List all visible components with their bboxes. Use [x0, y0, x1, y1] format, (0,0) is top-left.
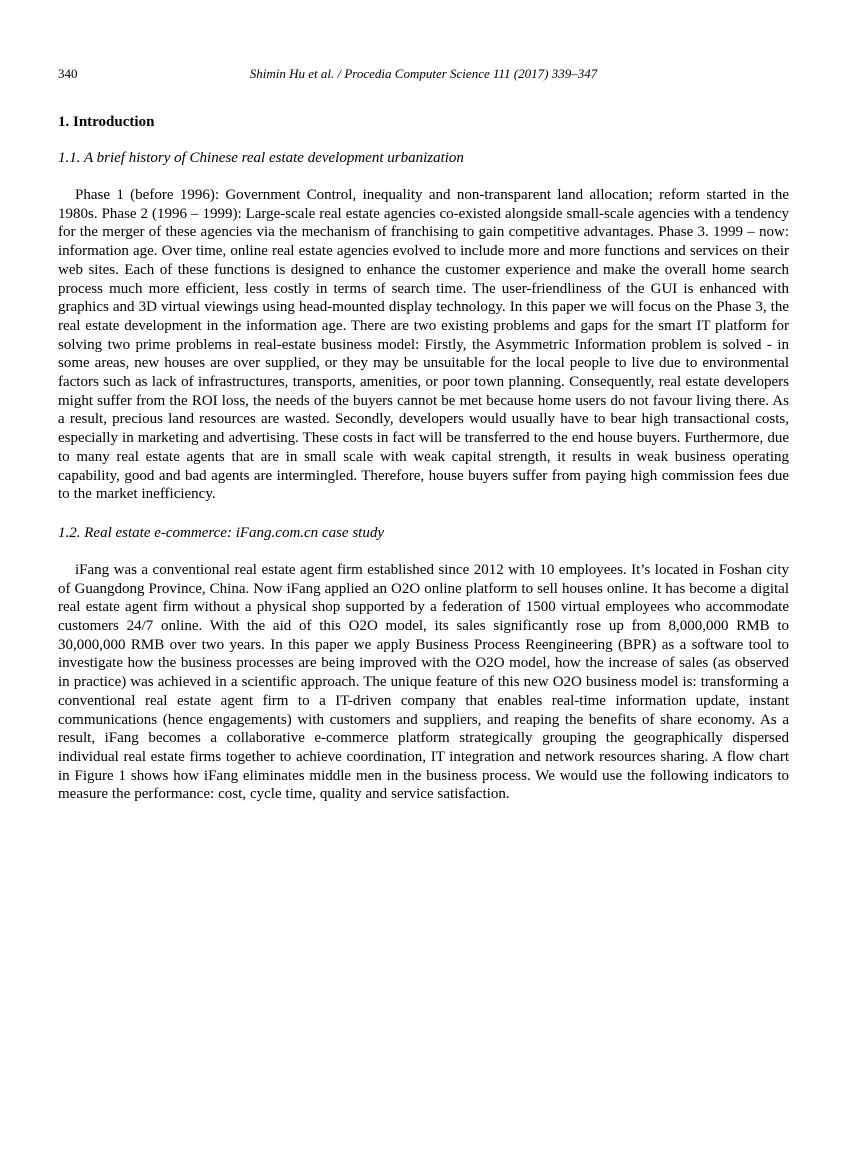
running-header [58, 66, 789, 82]
paragraph-ifang-case-study: iFang was a conventional real estate agent firm established since 2012 with 10 employees. It’s located in Foshan city of Guangdong Province, China. Now iFang applied an O2O online platform to sell houses online. It has become a digital real estate agent firm without a physical shop supported by a federation of 1500 virtual employees who accommodate customers 24/7 online. With the aid of this O2O model, its sales significantly rose up from 8,000,000 RMB to 30,000,000 RMB over two years. In this paper we apply Business Process Reengineering (BPR) as a software tool to investigate how the business processes are being improved with the O2O model, how the increase of sales (as observed in practice) was achieved in a scientific approach. The unique feature of this new O2O business model is: transforming a conventional real estate agent firm to a IT-driven company that enables real-time information update, instant communications (hence engagements) with customers and suppliers, and reaping the benefits of share economy. As a result, iFang becomes a collaborative e-commerce platform strategically grouping the geographically dispersed individual real estate firms together to achieve coordination, IT integration and network resources sharing. A flow chart in Figure 1 shows how iFang eliminates middle men in the business process. We would use the following indicators to measure the performance: cost, cycle time, quality and service satisfaction. [58, 561, 789, 803]
subsection-heading-1-1: 1.1. A brief history of Chinese real estate development urbanization [58, 150, 464, 166]
section-heading-introduction: 1. Introduction [58, 114, 155, 130]
running-head-citation: Shimin Hu et al. / Procedia Computer Science 111 (2017) 339–347 [249, 66, 598, 81]
page-number: 340 [58, 66, 78, 81]
subsection-heading-1-2: 1.2. Real estate e-commerce: iFang.com.cn case study [58, 524, 384, 541]
paragraph-history-phases: Phase 1 (before 1996): Government Control, inequality and non-transparent land allocation; reform started in the 1980s. Phase 2 (1996 – 1999): Large-scale real estate agencies co-existed alongside small-scale agencies with a tendency for the merger of these agencies via the mechanism of franchising to gain competitive advantages. Phase 3. 1999 – now: information age. Over time, online real estate agencies evolved to include more and more functions and services on their web sites. Each of these functions is designed to enhance the customer experience and make the overall home search process much more efficient, less costly in terms of search time. The user-friendliness of the GUI is enhanced with graphics and 3D virtual viewings using head-mounted display technology. In this paper we will focus on the Phase 3, the real estate development in the information age. There are two existing problems and gaps for the smart IT platform for solving two prime problems in real-estate business model: Firstly, the Asymmetric Information problem is solved - in some areas, new houses are over supplied, or they may be unsuitable for the local people to live due to environmental factors such as lack of infrastructures, transports, amenities, or poor town planning. Consequently, real estate developers might suffer from the ROI loss, the needs of the buyers cannot be met because home users do not favour living there. As a result, precious land resources are wasted. Secondly, developers would usually have to bear high transactional costs, especially in marketing and advertising. These costs in fact will be transferred to the end house buyers. Furthermore, due to many real estate agents that are in small scale with weak capital strength, it results in weak business operating capability, good and bad agents are intermingled. Therefore, house buyers suffer from paying high commission fees due to the market inefficiency. [58, 187, 789, 503]
